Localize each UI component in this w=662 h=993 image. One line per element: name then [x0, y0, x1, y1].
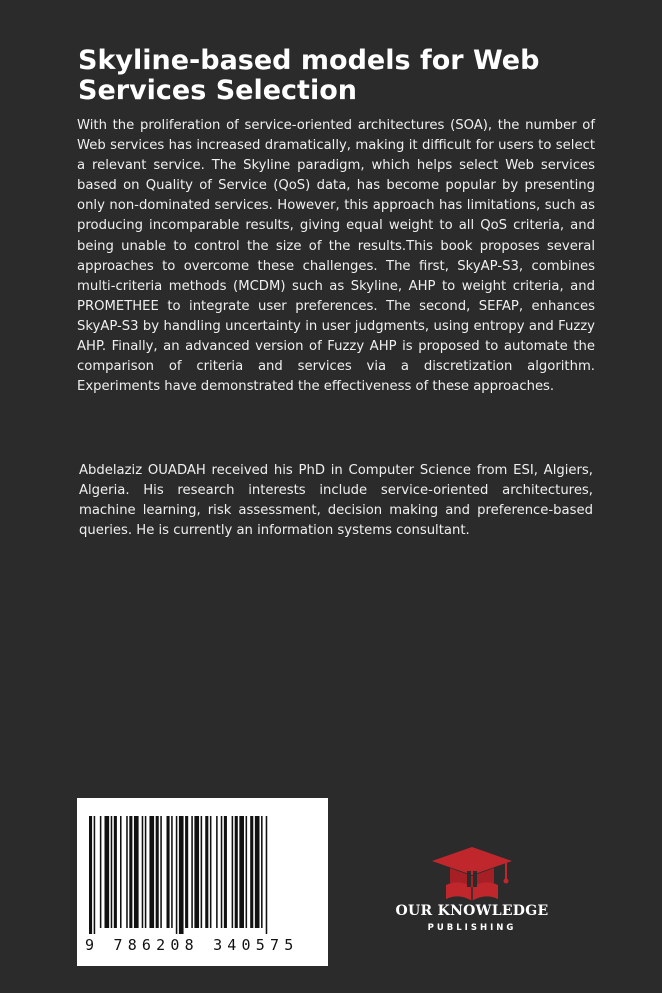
graduation-cap-book-icon [388, 845, 556, 903]
publisher-name: OUR KNOWLEDGE [395, 903, 549, 919]
book-title: Skyline-based models for Web Services Selection [78, 45, 540, 106]
barcode-icon [77, 798, 328, 938]
publisher-subtitle: PUBLISHING [427, 923, 517, 933]
barcode-digits: 9 786208 340575 [85, 936, 299, 954]
publisher-logo [388, 845, 556, 935]
book-summary: With the proliferation of service-oriented architectures (SOA), the number of Web services has increased dramatically, making it difficult for users to select a relevant service. The Skyline paradigm, which helps select Web services based on Quality of Service (QoS) data, has become popular by presenting only non-dominated services. However, this approach has limitations, such as producing incomparable results, giving equal weight to all QoS criteria, and being unable to control the size of the results.This book proposes several approaches to overcome these challenges. The first, SkyAP-S3, combines multi-criteria methods (MCDM) such as Skyline, AHP to weight criteria, and PROMETHEE to integrate user preferences. The second, SEFAP, enhances SkyAP-S3 by handling uncertainty in user judgments, using entropy and Fuzzy AHP. Finally, an advanced version of Fuzzy AHP is proposed to automate the comparison of criteria and services via a discretization algorithm. Experiments have demonstrated the effectiveness of these approaches. [77, 118, 595, 395]
author-bio: Abdelaziz OUADAH received his PhD in Computer Science from ESI, Algiers, Algeria. His research interests include service-oriented architectures, machine learning, risk assessment, decision making and preference-based queries. He is currently an information systems consultant. [79, 463, 593, 539]
barcode [77, 798, 328, 966]
